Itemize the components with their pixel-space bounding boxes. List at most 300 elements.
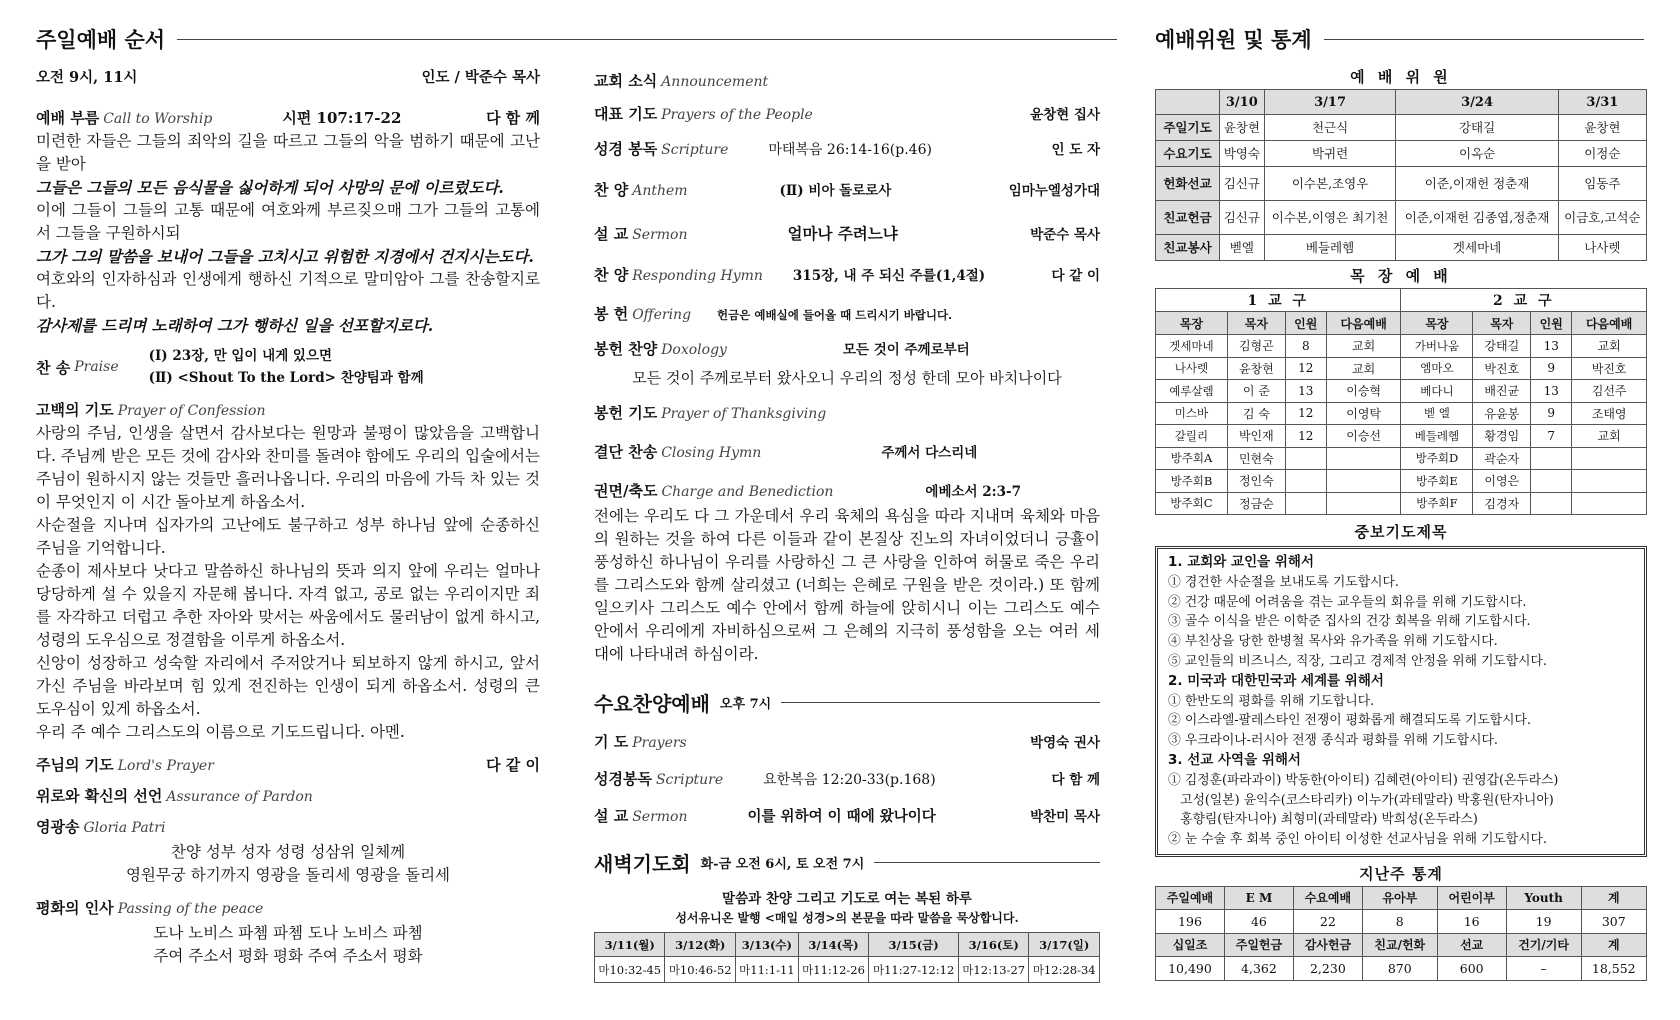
scripture-who: 인 도 자	[1051, 142, 1100, 158]
committee-name-cell: 박귀련	[1264, 141, 1396, 167]
offering-row	[594, 303, 1100, 324]
zone-cell: 가버나움	[1401, 335, 1473, 358]
wed-sermon-row	[594, 805, 1100, 826]
rep-prayer-ko: 대표 기도	[594, 105, 658, 123]
assurance-ko: 위로와 확신의 선언	[36, 787, 163, 805]
zone-cell: 황경임	[1473, 425, 1531, 448]
committee-name-cell: 이준,이재헌 김종엽,정춘재	[1396, 201, 1558, 235]
prayer-item: ② 눈 수술 후 회복 중인 아이티 이성한 선교사님을 위해 기도합시다.	[1168, 832, 1547, 848]
wed-prayer-ko: 기 도	[594, 733, 629, 751]
stats-value-cell: 46	[1224, 909, 1293, 933]
announce-en: Announcement	[661, 74, 769, 90]
stats-value-cell: 22	[1293, 909, 1362, 933]
zone-header-cell: 다음예배	[1326, 312, 1401, 335]
committee-role-cell: 친교봉사	[1156, 235, 1220, 261]
zone-cell: 방주회C	[1156, 492, 1228, 515]
zone-cell: 엠마오	[1401, 357, 1473, 380]
offering-ko: 봉 헌	[594, 305, 629, 323]
zone-cell	[1326, 470, 1401, 493]
zone-cell: 교회	[1326, 357, 1401, 380]
doxology-en: Doxology	[661, 342, 727, 358]
wed-scripture-row	[594, 768, 1100, 789]
zone-cell: 정금순	[1227, 492, 1285, 515]
committee-role-cell: 수요기도	[1156, 141, 1220, 167]
lords-prayer-row	[36, 754, 540, 775]
wed-sermon-who: 박찬미 목사	[1030, 809, 1100, 825]
zone-cell: 이영탁	[1326, 402, 1401, 425]
confession-en: Prayer of Confession	[117, 403, 266, 419]
zone-cell: 교회	[1326, 335, 1401, 358]
confession-paragraph: 우리 주 예수 그리스도의 이름으로 기도드립니다. 아멘.	[36, 723, 405, 741]
zone-header-cell: 인원	[1531, 312, 1572, 335]
sermon-en: Sermon	[632, 227, 688, 243]
committee-name-cell: 윤창현	[1558, 115, 1646, 141]
wednesday-time: 오후 7시	[719, 697, 772, 712]
stats-table	[1155, 886, 1647, 981]
committee-row	[1156, 167, 1647, 201]
prayer-heading: 2. 미국과 대한민국과 세계를 위해서	[1168, 672, 1384, 689]
confession-paragraph: 사랑의 주님, 인생을 살면서 감사보다는 원망과 불평이 많았음을 고백합니다. 주님께 받은 모든 것에 감사와 찬미를 돌려야 함에도 우리의 입술에서는 주님이 원하시지 않는 것들만 흘러나옵니다. 우리의 마음에 가득 차 있는 것이 무엇인지 이 시간 돌아보게 하옵소서.	[36, 424, 540, 511]
doxology-ko: 봉헌 찬양	[594, 340, 658, 358]
committee-caption: 예 배 위 원	[1350, 68, 1452, 86]
zone-cell: 이 준	[1227, 380, 1285, 403]
benediction-row	[594, 480, 1100, 501]
gloria-line-2: 영원무궁 하기까지 영광을 돌리세 영광을 돌리세	[125, 866, 451, 884]
stats-header-cell: Youth	[1506, 886, 1581, 909]
stats-header-cell: 수요예배	[1293, 886, 1362, 909]
wed-scripture-ref: 요한복음 12:20-33(p.168)	[763, 772, 936, 788]
dawn-ref-cell: 마10:32-45	[595, 957, 665, 983]
prayer-heading: 1. 교회와 교인을 위해서	[1168, 554, 1314, 570]
gloria-en: Gloria Patri	[83, 820, 166, 836]
zone-cell: 13	[1531, 380, 1572, 403]
hymn-title: 315장, 내 주 되신 주를(1,4절)	[792, 268, 986, 284]
zone-cell: 12	[1285, 357, 1326, 380]
zone-cell	[1285, 470, 1326, 493]
zone-cell: 교회	[1572, 425, 1647, 448]
call-verse: 여호와의 인자하심과 인생에게 행하신 기적으로 말미암아 그를 찬송할지로다.	[36, 270, 540, 311]
hymn-ko: 찬 양	[594, 266, 629, 284]
committee-name-cell: 이수본,이영은 최기천	[1264, 201, 1396, 235]
thanks-en: Prayer of Thanksgiving	[661, 406, 827, 422]
call-en: Call to Worship	[103, 111, 213, 127]
zone-cell: 박진호	[1572, 357, 1647, 380]
service-leader: 인도 / 박준수 목사	[421, 69, 540, 86]
stats-header-cell: 어린이부	[1437, 886, 1506, 909]
wed-prayer-en: Prayers	[632, 735, 687, 751]
zone-header-cell: 인원	[1285, 312, 1326, 335]
zone-cell: 방주회E	[1401, 470, 1473, 493]
order-of-worship-title: 주일예배 순서	[36, 28, 166, 52]
zone-cell	[1531, 447, 1572, 470]
zone-cell	[1326, 492, 1401, 515]
right-section-header	[1155, 24, 1647, 54]
stats-header-cell: 십일조	[1156, 933, 1225, 956]
committee-name-cell: 겟세마네	[1396, 235, 1558, 261]
doxology-row	[594, 338, 1100, 359]
closing-hymn-row	[594, 441, 1100, 462]
dawn-day-cell: 3/17(일)	[1029, 933, 1100, 957]
dawn-ref-cell: 마12:28-34	[1029, 957, 1100, 983]
committee-header-cell: 3/31	[1558, 90, 1646, 115]
zone-cell: 박진호	[1473, 357, 1531, 380]
committee-name-cell: 박영숙	[1220, 141, 1265, 167]
sermon-ko: 설 교	[594, 225, 629, 243]
prayer-heading: 3. 선교 사역을 위해서	[1168, 751, 1301, 768]
wed-sermon-ko: 설 교	[594, 807, 629, 825]
benediction-text: 전에는 우리도 다 그 가운데서 우리 육체의 욕심을 따라 지내며 육체와 마음의 원하는 것을 하여 다른 이들과 같이 본질상 진노의 자녀이었더니 긍휼이 풍성하신 하나님이 우리를 사랑하신 그 큰 사랑을 인하여 허물로 죽은 우리를 그리스도와 함께 살리셨고 (너희는 은혜로 구원을 받은 것이라.) 또 함께 일으키사 그리스도 예수 안에서 함께 하늘에 앉히시니 이는 그리스도 예수 안에서 우리에게 자비하심으로써 그 은혜의 지극히 풍성함을 오는 여러 세대에 나타내려 하심이라.	[594, 507, 1100, 663]
stats-value-cell: 196	[1156, 909, 1225, 933]
zone-cell: 9	[1531, 402, 1572, 425]
assurance-row	[36, 785, 540, 806]
gloria-line-1: 찬양 성부 성자 성령 성삼위 일체께	[170, 843, 406, 861]
zone-cell: 이영은	[1473, 470, 1531, 493]
stats-header-cell: 계	[1581, 886, 1647, 909]
zone-cell	[1531, 492, 1572, 515]
zone-cell: 8	[1285, 335, 1326, 358]
committee-name-cell: 김신규	[1220, 201, 1265, 235]
lords-en: Lord's Prayer	[117, 758, 214, 774]
committee-name-cell: 이금호,고석순	[1558, 201, 1646, 235]
assurance-en: Assurance of Pardon	[166, 789, 313, 805]
zone-row	[1156, 447, 1647, 470]
zone-cell	[1572, 470, 1647, 493]
stats-value-row	[1156, 956, 1647, 980]
wed-sermon-title: 이를 위하여 이 때에 왔나이다	[747, 808, 936, 825]
dawn-day-cell: 3/14(목)	[798, 933, 868, 957]
gloria-ko: 영광송	[36, 818, 80, 836]
zone-cell: 7	[1531, 425, 1572, 448]
anthem-title: (Ⅱ) 비아 돌로로사	[779, 183, 892, 199]
zone-cell: 베다니	[1401, 380, 1473, 403]
zone-cell: 갈릴리	[1156, 425, 1228, 448]
wednesday-header	[594, 688, 1100, 717]
committee-name-cell: 윤창현	[1220, 115, 1265, 141]
anthem-who: 임마누엘성가대	[1008, 183, 1100, 199]
service-time-row	[36, 66, 540, 87]
zone-cell: 정인숙	[1227, 470, 1285, 493]
confession-paragraph: 신앙이 성장하고 성숙할 자리에서 주저앉거나 퇴보하지 않게 하시고, 앞서가신 주님을 바라보며 힘 있게 전진하는 인생이 되게 하옵소서. 성령의 큰 도우심이 있게 하옵소서.	[36, 654, 540, 718]
call-verse: 감사제를 드리며 노래하여 그가 행하신 일을 선포할지로다.	[36, 316, 434, 335]
zone-row	[1156, 380, 1647, 403]
stats-header-cell: 주일헌금	[1224, 933, 1293, 956]
hymn-en: Responding Hymn	[632, 268, 763, 284]
zone-cell	[1285, 447, 1326, 470]
service-items-column	[594, 70, 1100, 983]
stats-header-cell: 유아부	[1362, 886, 1437, 909]
prayer-item: ③ 우크라이나-러시아 전쟁 종식과 평화를 위해 기도합시다.	[1168, 733, 1498, 749]
confession-row	[36, 399, 540, 420]
charge-ko: 권면/축도	[594, 482, 658, 500]
zone-cell: 민현숙	[1227, 447, 1285, 470]
charge-ref: 에베소서 2:3-7	[925, 484, 1022, 500]
stats-header-cell: 주일예배	[1156, 886, 1225, 909]
peace-lines	[36, 922, 540, 968]
wed-scripture-who: 다 함 께	[1051, 772, 1100, 788]
wed-scripture-ko: 성경봉독	[594, 770, 652, 788]
zone-cell: 방주회D	[1401, 447, 1473, 470]
committee-column	[1155, 66, 1647, 981]
zone-cell: 유윤봉	[1473, 402, 1531, 425]
wed-scripture-en: Scripture	[655, 772, 724, 788]
zone-caption: 목 장 예 배	[1350, 267, 1452, 285]
anthem-en: Anthem	[632, 183, 688, 199]
announcement-row	[594, 70, 1100, 91]
dawn-day-cell: 3/15(금)	[869, 933, 959, 957]
zone-cell: 박인재	[1227, 425, 1285, 448]
zone-table	[1155, 288, 1647, 515]
dawn-refs-row	[595, 957, 1100, 983]
zone-row	[1156, 425, 1647, 448]
closing-en: Closing Hymn	[661, 445, 762, 461]
prayer-item: ② 이스라엘-팔레스타인 전쟁이 평화롭게 해결되도록 기도합시다.	[1168, 713, 1531, 729]
committee-name-cell: 이준,이재헌 정춘재	[1396, 167, 1558, 201]
zone-2-label: 2 교 구	[1401, 289, 1647, 312]
dawn-subtitle-1: 말씀과 찬양 그리고 기도로 여는 복된 하루	[722, 891, 972, 907]
zone-cell: 미스바	[1156, 402, 1228, 425]
stats-value-cell: 4,362	[1224, 956, 1293, 980]
stats-caption: 지난주 통계	[1359, 864, 1443, 883]
dawn-time: 화-금 오전 6시, 토 오전 7시	[700, 857, 865, 872]
committee-header-cell: 3/10	[1220, 90, 1265, 115]
prayer-box	[1155, 546, 1647, 857]
stats-header-cell: E M	[1224, 886, 1293, 909]
zone-row	[1156, 335, 1647, 358]
committee-name-cell: 이정순	[1558, 141, 1646, 167]
zone-cell	[1326, 447, 1401, 470]
zone-cell: 예루살렘	[1156, 380, 1228, 403]
zone-cell	[1572, 492, 1647, 515]
committee-table	[1155, 89, 1647, 261]
gloria-lines	[36, 841, 540, 887]
stats-header-row	[1156, 933, 1647, 956]
doxology-title: 모든 것이 주께로부터	[842, 342, 970, 358]
praise-line-2: (Ⅱ) <Shout To the Lord> 찬양팀과 함께	[148, 370, 424, 386]
dawn-ref-cell: 마12:13-27	[958, 957, 1028, 983]
offering-en: Offering	[632, 307, 692, 323]
dawn-subtitle-2: 성서유니온 발행 <매일 성경>의 본문을 따라 말씀을 묵상합니다.	[675, 911, 1019, 925]
zone-cell: 방주회A	[1156, 447, 1228, 470]
zone-cell: 13	[1285, 380, 1326, 403]
zone-cell: 벧 엘	[1401, 402, 1473, 425]
peace-line-2: 주여 주소서 평화 평화 주여 주소서 평화	[153, 947, 423, 965]
dawn-ref-cell: 마10:46-52	[665, 957, 735, 983]
zone-cell: 방주회F	[1401, 492, 1473, 515]
stats-header-cell: 계	[1581, 933, 1647, 956]
dawn-day-cell: 3/13(수)	[735, 933, 798, 957]
peace-row	[36, 897, 540, 918]
prayer-item: 홍향림(탄자니아) 최형미(과테말라) 박희성(온두라스)	[1168, 812, 1478, 828]
committee-row	[1156, 201, 1647, 235]
dawn-ref-cell: 마11:12-26	[798, 957, 868, 983]
anthem-ko: 찬 양	[594, 181, 629, 199]
prayer-item: 고성(일본) 윤익수(코스타리카) 이누가(과테말라) 박홍원(탄자니아)	[1168, 792, 1554, 808]
committee-name-cell: 베들레헴	[1264, 235, 1396, 261]
call-verse: 그가 그의 말씀을 보내어 그들을 고치시고 위험한 지경에서 건지시는도다.	[36, 247, 534, 266]
dawn-day-cell: 3/11(월)	[595, 933, 665, 957]
prayer-item: ① 김정훈(파라과이) 박동한(아이티) 김혜련(아이티) 권영갑(온두라스)	[1168, 772, 1559, 788]
call-to-worship-row	[36, 107, 540, 128]
committee-name-cell: 나사렛	[1558, 235, 1646, 261]
anthem-row	[594, 179, 1100, 200]
sermon-row	[594, 222, 1100, 244]
zone-row	[1156, 470, 1647, 493]
rep-prayer-who: 윤창현 집사	[1030, 107, 1100, 123]
hymn-who: 다 같 이	[1051, 268, 1100, 284]
committee-role-cell: 헌화선교	[1156, 167, 1220, 201]
charge-en: Charge and Benediction	[661, 484, 834, 500]
stats-value-cell: 16	[1437, 909, 1506, 933]
stats-value-cell: 2,230	[1293, 956, 1362, 980]
zone-cell: 조태영	[1572, 402, 1647, 425]
header-rule	[177, 39, 1117, 40]
peace-en: Passing of the peace	[117, 901, 264, 917]
stats-value-cell: –	[1506, 956, 1581, 980]
zone-cell: 12	[1285, 402, 1326, 425]
zone-header-cell: 목자	[1473, 312, 1531, 335]
scripture-row	[594, 138, 1100, 159]
wed-prayer-who: 박영숙 권사	[1030, 735, 1100, 751]
zone-cell: 김형곤	[1227, 335, 1285, 358]
zone-cell: 배진균	[1473, 380, 1531, 403]
committee-name-cell: 벧엘	[1220, 235, 1265, 261]
gloria-row	[36, 816, 540, 837]
zone-row	[1156, 492, 1647, 515]
praise-ko: 찬 송	[36, 358, 71, 377]
committee-name-cell: 임동주	[1558, 167, 1646, 201]
dawn-rule	[874, 862, 1100, 863]
zone-header-cell: 목장	[1401, 312, 1473, 335]
committee-row	[1156, 235, 1647, 261]
call-ref: 시편 107:17-22	[282, 109, 402, 127]
confession-paragraph: 순종이 제사보다 낫다고 말씀하신 하나님의 뜻과 의지 앞에 우리는 얼마나 당당하게 설 수 있을지 자문해 봅니다. 자격 없고, 공로 없는 우리이지만 죄를 자각하고 더럽고 추한 자아와 맞서는 싸움에서도 물러남이 없게 하시고, 성령의 도우심으로 정결함을 이루게 하옵소서.	[36, 562, 540, 649]
responding-hymn-row	[594, 264, 1100, 285]
praise-en: Praise	[74, 359, 119, 375]
zone-cell: 교회	[1572, 335, 1647, 358]
zone-header-cell: 목자	[1227, 312, 1285, 335]
right-header-rule	[1324, 39, 1644, 40]
committee-row	[1156, 115, 1647, 141]
committee-header-cell	[1156, 90, 1220, 115]
zone-header-cell: 다음예배	[1572, 312, 1647, 335]
prayer-item: ① 한반도의 평화를 위해 기도합니다.	[1168, 693, 1375, 709]
praise-line-1: (Ⅰ) 23장, 만 입이 내게 있으면	[148, 348, 333, 364]
committee-stats-title: 예배위원 및 통계	[1155, 28, 1312, 52]
stats-value-cell: 18,552	[1581, 956, 1647, 980]
zone-cell: 이승혁	[1326, 380, 1401, 403]
stats-value-cell: 19	[1506, 909, 1581, 933]
committee-header-cell: 3/24	[1396, 90, 1558, 115]
dawn-days-row	[595, 933, 1100, 957]
zone-cell: 김 숙	[1227, 402, 1285, 425]
stats-header-cell: 친교/헌화	[1362, 933, 1437, 956]
zone-header-cell: 목장	[1156, 312, 1228, 335]
zone-cell: 겟세마네	[1156, 335, 1228, 358]
prayer-item: ① 경건한 사순절을 보내도록 기도합시다.	[1168, 574, 1399, 590]
stats-header-cell: 건기/기타	[1506, 933, 1581, 956]
zone-cell	[1531, 470, 1572, 493]
zone-cell: 이승선	[1326, 425, 1401, 448]
confession-paragraph: 사순절을 지나며 십자가의 고난에도 불구하고 성부 하나님 앞에 순종하신 주님을 기억합니다.	[36, 516, 540, 557]
dawn-ref-cell: 마11:27-12:12	[869, 957, 959, 983]
scripture-en: Scripture	[661, 142, 729, 158]
zone-group-row	[1156, 289, 1647, 312]
call-verse: 미련한 자들은 그들의 죄악의 길을 따르고 그들의 악을 범하기 때문에 고난을 받아	[36, 132, 540, 173]
zone-row	[1156, 357, 1647, 380]
committee-header-row	[1156, 90, 1647, 115]
zone-cell: 12	[1285, 425, 1326, 448]
zone-cell: 9	[1531, 357, 1572, 380]
call-text	[36, 130, 540, 337]
dawn-day-cell: 3/12(화)	[665, 933, 735, 957]
lords-who: 다 같 이	[486, 756, 540, 774]
zone-1-label: 1 교 구	[1156, 289, 1401, 312]
committee-name-cell: 이옥순	[1396, 141, 1558, 167]
scripture-ko: 성경 봉독	[594, 140, 658, 158]
committee-header-cell: 3/17	[1264, 90, 1396, 115]
stats-value-cell: 307	[1581, 909, 1647, 933]
zone-cell: 김경자	[1473, 492, 1531, 515]
announce-ko: 교회 소식	[594, 72, 658, 90]
stats-value-cell: 8	[1362, 909, 1437, 933]
prayer-item: ③ 골수 이식을 받은 이학준 집사의 건강 회복을 위해 기도합시다.	[1168, 614, 1531, 630]
zone-row	[1156, 402, 1647, 425]
order-of-worship-column	[36, 66, 540, 968]
zone-cell: 윤창현	[1227, 357, 1285, 380]
thanks-ko: 봉헌 기도	[594, 404, 658, 422]
peace-line-1: 도나 노비스 파쳄 파쳄 도나 노비스 파쳄	[153, 924, 423, 942]
prayer-item: ⑤ 교인들의 비즈니스, 직장, 그리고 경제적 안정을 위해 기도합시다.	[1168, 653, 1547, 669]
closing-ko: 결단 찬송	[594, 443, 658, 461]
wednesday-rule	[781, 702, 1100, 703]
left-section-header	[36, 24, 1122, 54]
call-verse: 그들은 그들의 모든 음식물을 싫어하게 되어 사망의 문에 이르렀도다.	[36, 178, 504, 197]
peace-ko: 평화의 인사	[36, 899, 114, 917]
dawn-ref-cell: 마11:1-11	[735, 957, 798, 983]
wed-prayer-row	[594, 731, 1100, 752]
zone-header-row	[1156, 312, 1647, 335]
sermon-who: 박준수 목사	[1030, 227, 1100, 243]
committee-role-cell: 친교헌금	[1156, 201, 1220, 235]
confession-ko: 고백의 기도	[36, 401, 114, 419]
closing-title: 주께서 다스리네	[881, 445, 978, 461]
call-verse: 이에 그들이 그들의 고통 때문에 여호와께 부르짖으매 그가 그들의 고통에서 그들을 구원하시되	[36, 201, 540, 242]
stats-header-cell: 선교	[1437, 933, 1506, 956]
committee-name-cell: 천근식	[1264, 115, 1396, 141]
service-time: 오전 9시, 11시	[36, 69, 138, 86]
committee-role-cell: 주일기도	[1156, 115, 1220, 141]
stats-header-cell: 감사헌금	[1293, 933, 1362, 956]
prayer-item: ② 건강 때문에 어려움을 겪는 교우들의 회유를 위해 기도합시다.	[1168, 594, 1527, 610]
stats-value-cell: 10,490	[1156, 956, 1225, 980]
dawn-schedule-table	[594, 932, 1100, 983]
scripture-ref: 마태복음 26:14-16(p.46)	[768, 142, 932, 158]
zone-cell: 13	[1531, 335, 1572, 358]
zone-cell	[1572, 447, 1647, 470]
praise-lines	[149, 345, 424, 389]
stats-value-row	[1156, 909, 1647, 933]
rep-prayer-en: Prayers of the People	[661, 107, 813, 123]
doxology-text: 모든 것이 주께로부터 왔사오니 우리의 정성 한데 모아 바치나이다	[632, 369, 1062, 387]
committee-name-cell: 이수본,조영우	[1264, 167, 1396, 201]
zone-cell: 곽순자	[1473, 447, 1531, 470]
zone-cell: 강태길	[1473, 335, 1531, 358]
zone-cell: 방주회B	[1156, 470, 1228, 493]
sermon-title: 얼마나 주려느냐	[787, 224, 898, 243]
lords-ko: 주님의 기도	[36, 756, 114, 774]
wednesday-title: 수요찬양예배	[594, 692, 710, 716]
committee-name-cell: 강태길	[1396, 115, 1558, 141]
